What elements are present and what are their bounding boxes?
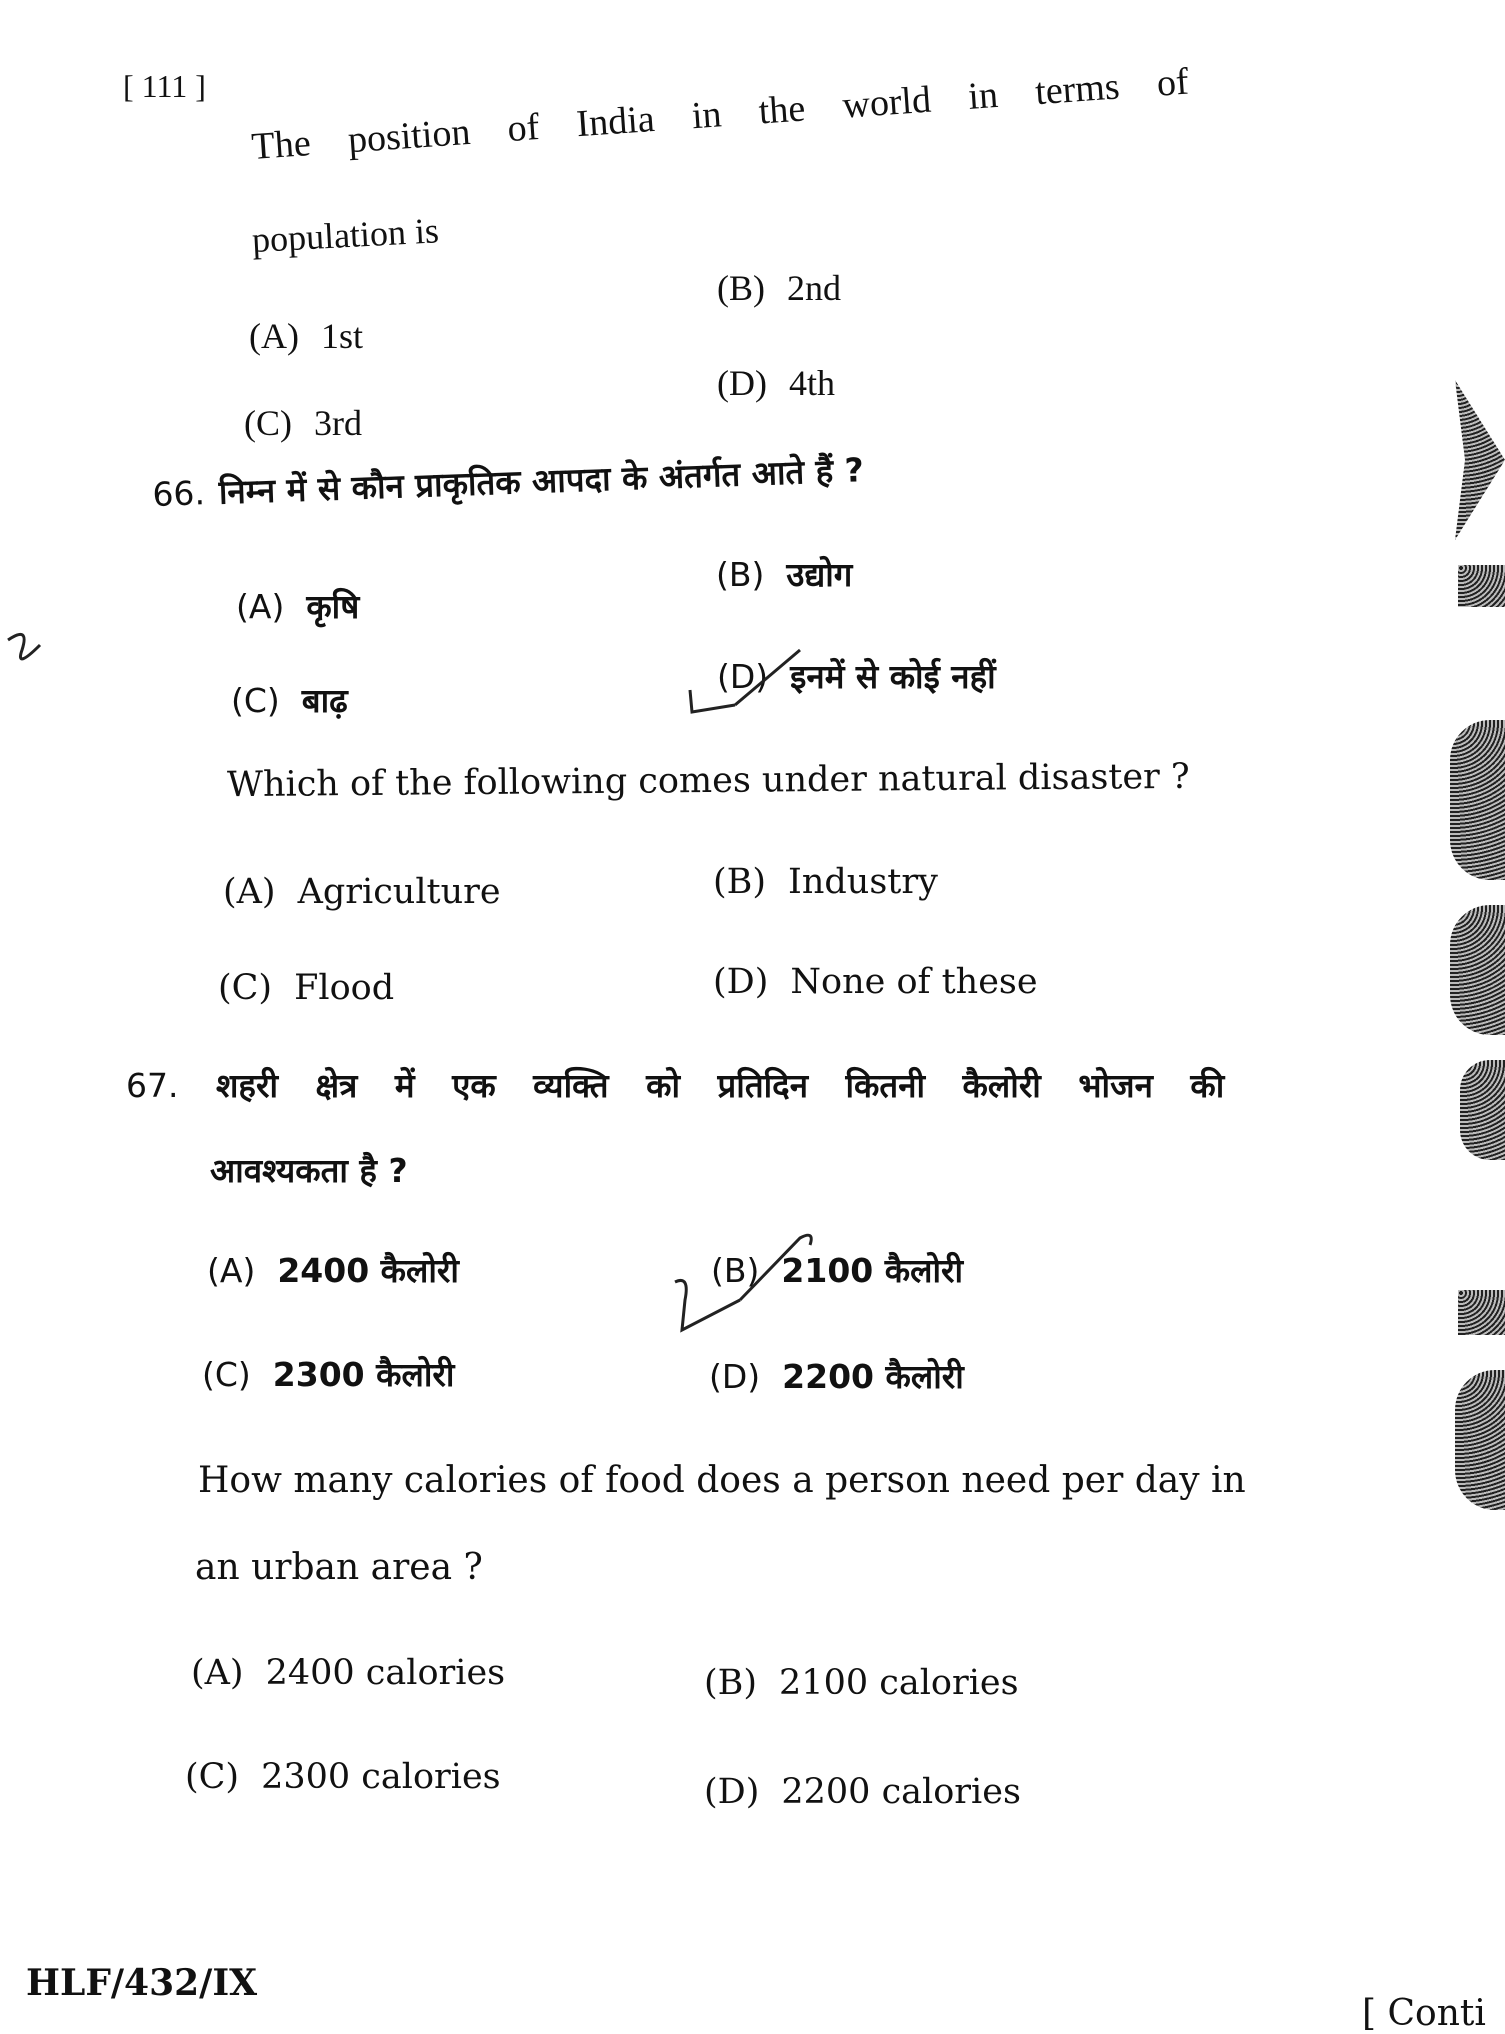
- option-text: 3rd: [314, 403, 362, 443]
- option-text: 2300 calories: [261, 1757, 501, 1797]
- option-label: (D): [717, 657, 769, 696]
- page-marker: [ 111 ]: [123, 68, 206, 104]
- option-text: 2300 कैलोरी: [272, 1355, 455, 1394]
- option-text: उद्योग: [786, 555, 853, 594]
- option-label: (D): [704, 1772, 760, 1812]
- option-text: None of these: [790, 962, 1038, 1002]
- option-label: (B): [716, 555, 765, 594]
- option-text: 1st: [320, 316, 363, 356]
- footer-code: HLF/432/IX: [26, 1962, 258, 2004]
- option-label: (C): [185, 1757, 240, 1797]
- option-label: (D): [709, 1357, 761, 1396]
- option-label: (A): [191, 1653, 244, 1693]
- option-text: 2100 कैलोरी: [781, 1251, 964, 1290]
- option-label: (C): [244, 403, 292, 443]
- question-number: 66.: [151, 473, 206, 514]
- q65-text-line1: The position of India in the world in terms of: [250, 60, 1190, 168]
- edge-decoration: [1450, 905, 1505, 1035]
- q65-text-line2: population is: [251, 210, 440, 260]
- option-text: बाढ़: [301, 681, 348, 720]
- edge-decoration: [1455, 1370, 1505, 1510]
- option-text: Flood: [294, 968, 395, 1008]
- question-number: 67.: [126, 1066, 179, 1105]
- q67-hindi-question-line2: आवश्यकता है ?: [210, 1151, 408, 1190]
- edge-decoration: [1460, 1060, 1505, 1160]
- option-text: कृषि: [306, 587, 360, 626]
- option-text: 2400 calories: [265, 1653, 506, 1693]
- option-label: (C): [202, 1355, 251, 1394]
- option-label: (C): [218, 968, 273, 1008]
- handwritten-squiggle-left: [8, 634, 40, 659]
- option-label: (D): [713, 962, 769, 1002]
- option-label: (A): [223, 872, 276, 912]
- question-text: शहरी क्षेत्र में एक व्यक्ति को प्रतिदिन कितनी कैलोरी भोजन की: [215, 1066, 1225, 1105]
- q66-english-question: Which of the following comes under natural disaster ?: [226, 756, 1190, 806]
- question-text: निम्न में से कौन प्राकृतिक आपदा के अंतर्गत आते हैं ?: [218, 450, 865, 512]
- option-label: (B): [713, 862, 767, 902]
- footer-continued: [ Conti: [1362, 1993, 1486, 2034]
- edge-decoration: [1458, 565, 1505, 607]
- edge-decoration: [1450, 720, 1505, 880]
- option-label: (B): [704, 1663, 758, 1703]
- option-text: 2nd: [787, 268, 841, 308]
- q67-english-question-line2: an urban area ?: [195, 1547, 483, 1588]
- option-text: 2400 कैलोरी: [277, 1251, 459, 1290]
- option-label: (A): [207, 1251, 256, 1290]
- option-label: (B): [711, 1251, 760, 1290]
- option-label: (D): [717, 363, 767, 403]
- option-label: (A): [236, 587, 285, 626]
- answer-tick-q66: [690, 650, 800, 712]
- option-text: 2200 calories: [781, 1772, 1021, 1812]
- option-text: Agriculture: [297, 872, 501, 912]
- option-label: (C): [231, 681, 280, 720]
- option-text: इनमें से कोई नहीं: [790, 657, 996, 696]
- option-text: 2200 कैलोरी: [782, 1357, 964, 1396]
- edge-decoration: [1458, 1290, 1505, 1335]
- option-text: Industry: [788, 862, 938, 902]
- option-text: 2100 calories: [779, 1663, 1019, 1703]
- option-text: 4th: [788, 363, 835, 403]
- option-label: (A): [249, 316, 299, 356]
- option-label: (B): [717, 268, 765, 308]
- answer-tick-q67: [675, 1235, 811, 1330]
- q67-english-question-line1: How many calories of food does a person need per day in: [198, 1460, 1246, 1501]
